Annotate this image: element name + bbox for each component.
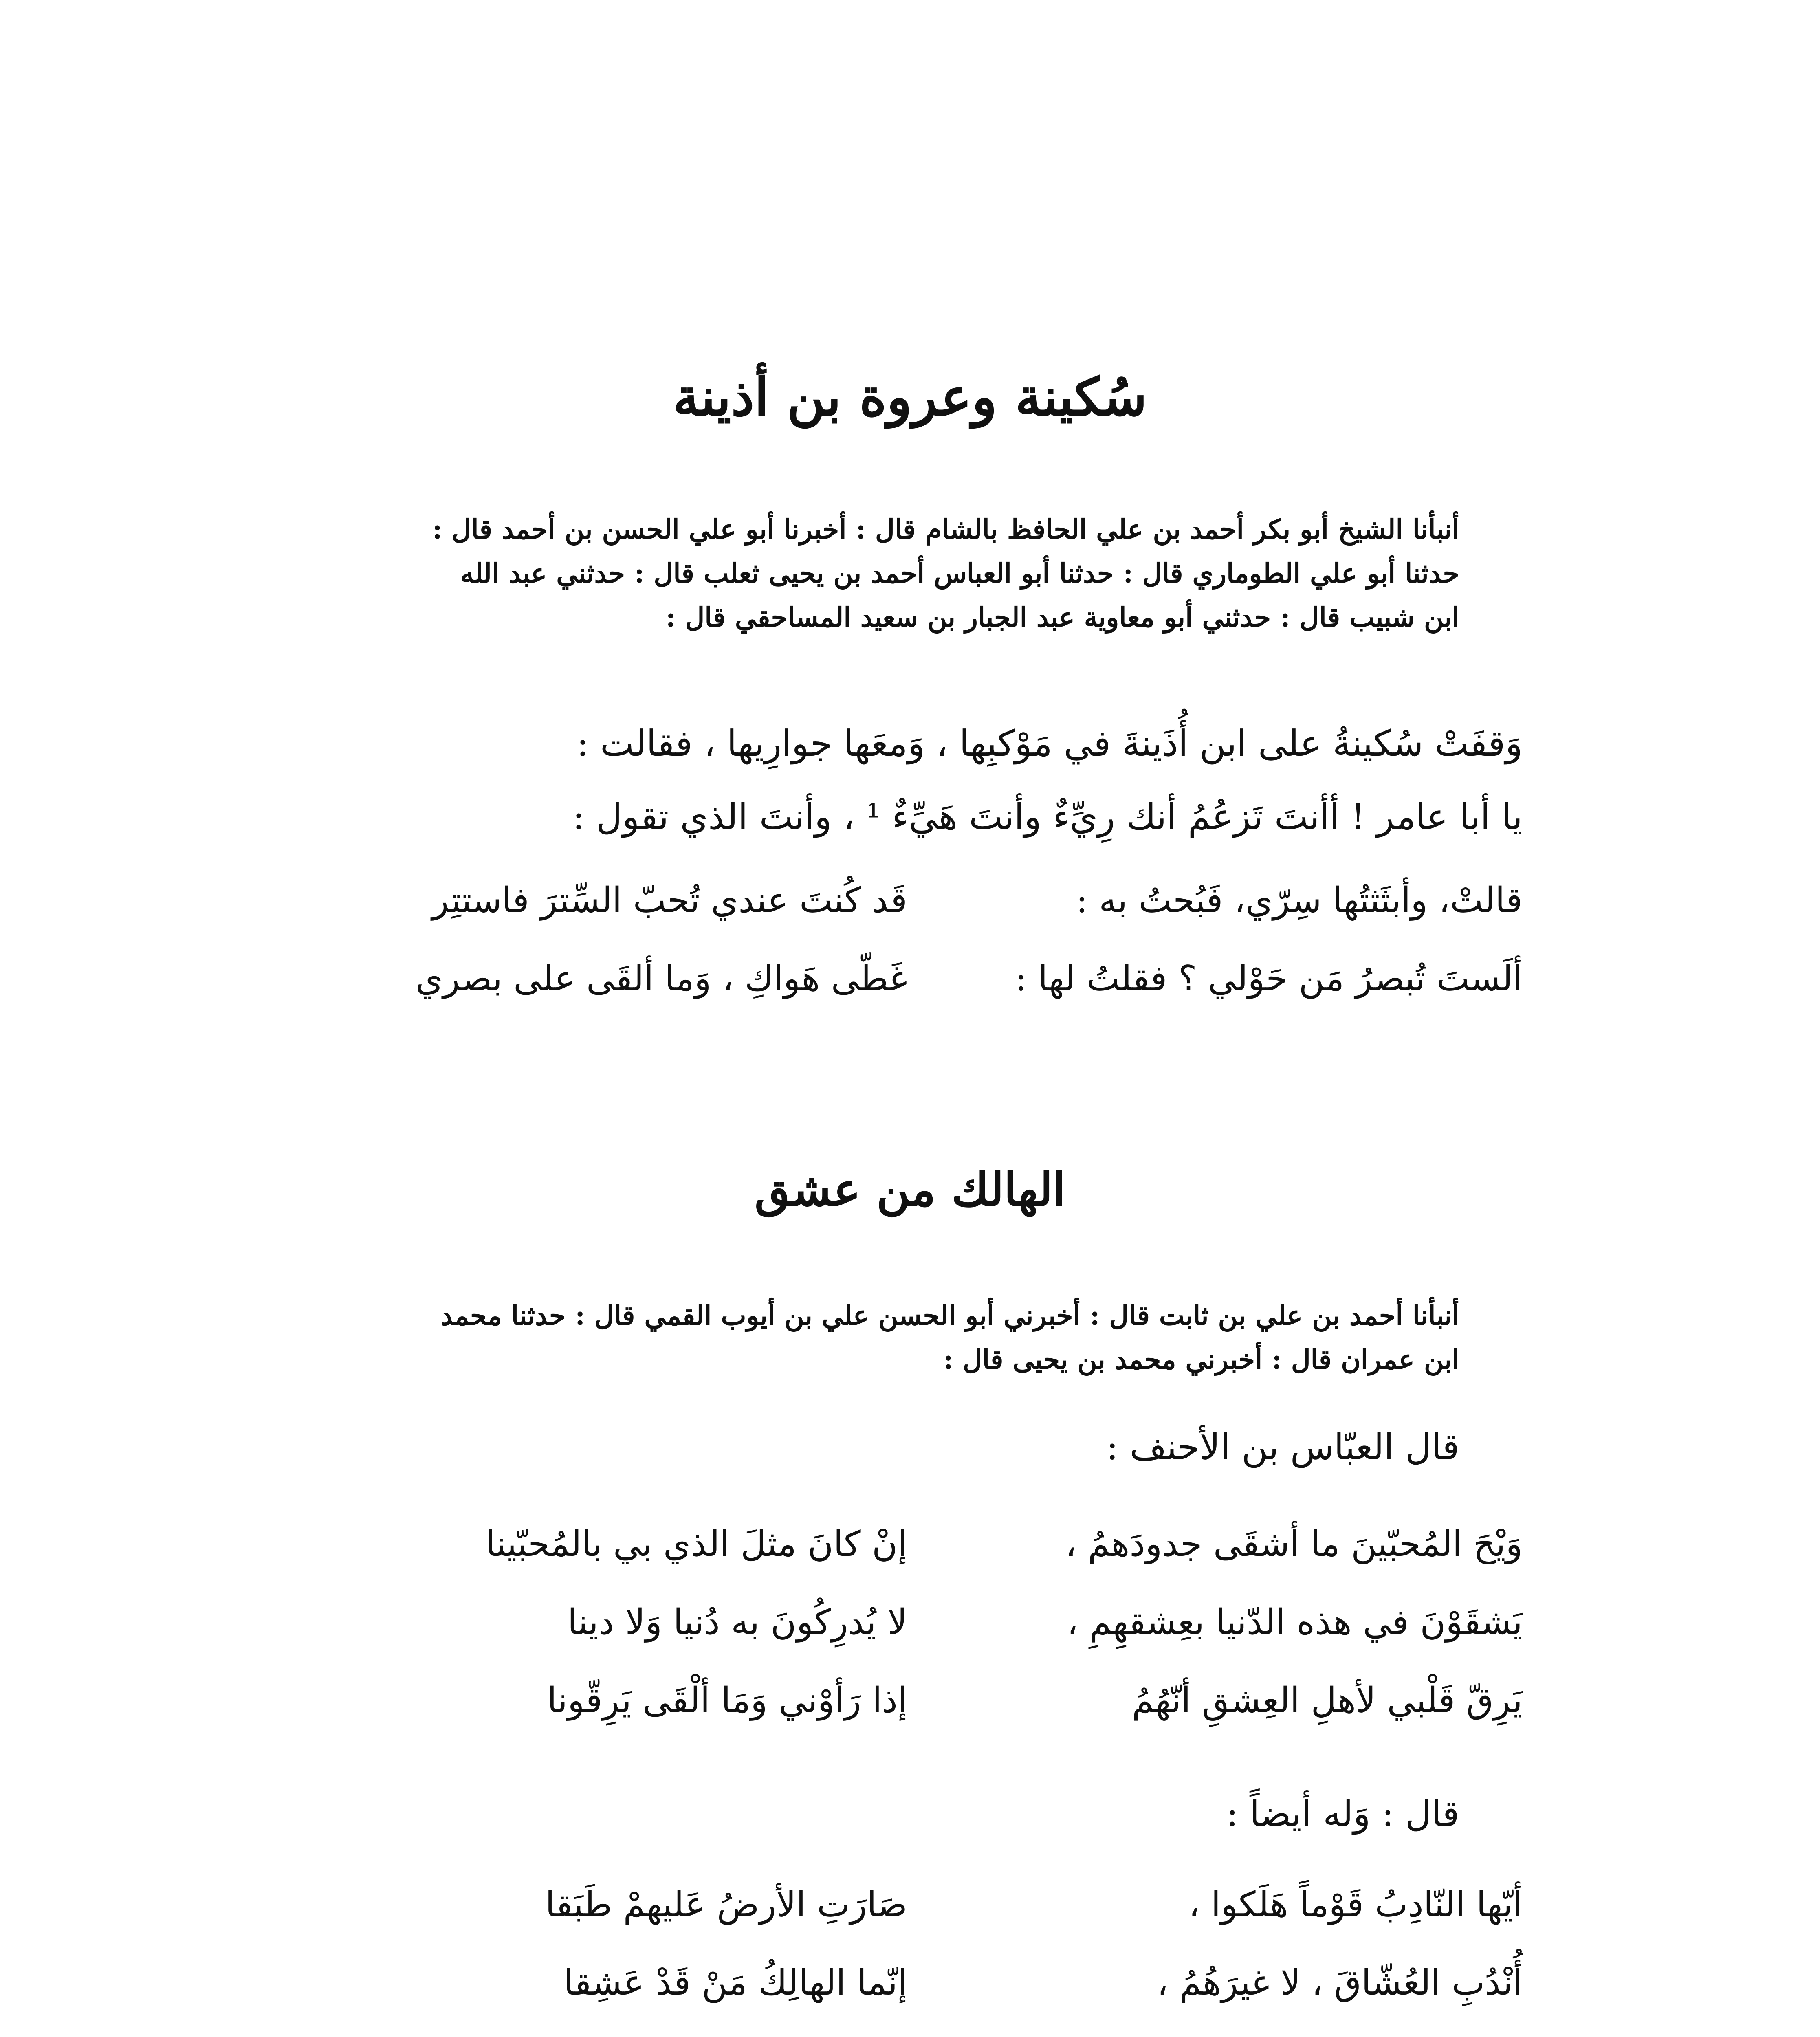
verse-second-hemistich: قَد كُنتَ عندي تُحبّ السِّترَ فاستتِر	[432, 880, 907, 921]
poem-intro-abbas: قال العبّاس بن الأحنف :	[1106, 1426, 1459, 1468]
verse-second-hemistich: وَيْحَ المُحبّينَ ما أشقَى جدودَهمُ ،	[1065, 1524, 1523, 1564]
isnad-line: ابن عمران قال : أخبرني محمد بن يحيى قال :	[943, 1344, 1459, 1375]
verse-second-hemistich: أُنْدُبِ العُشّاقَ ، لا غيرَهُمُ ،	[1157, 1962, 1523, 2003]
isnad-block-1	[298, 507, 1459, 639]
prose-line: يا أبا عامر ! أأنتَ تَزعُمُ أنك رِيِّءٌ وأنتَ هَيِّءٌ ¹ ، وأنتَ الذي تقول :	[572, 796, 1523, 838]
verse-first-hemistich: لا يُدرِكُونَ به دُنيا وَلا دينا	[567, 1602, 907, 1643]
verse-second-hemistich: أيّها النّادِبُ قَوْماً هَلَكوا ،	[1188, 1884, 1523, 1925]
isnad-line: أنبأنا أحمد بن علي بن ثابت قال : أخبرني أبو الحسن علي بن أيوب القمي قال : حدثنا محمد	[440, 1300, 1459, 1331]
verse-line	[304, 880, 1523, 958]
verse-first-hemistich: ألَستَ تُبصرُ مَن حَوْلي ؟ فقلتُ لها :	[1015, 958, 1523, 999]
verse-line	[304, 1602, 1523, 1680]
isnad-line: أنبأنا الشيخ أبو بكر أحمد بن علي الحافظ بالشام قال : أخبرنا أبو علي الحسن بن أحمد قال :	[432, 513, 1459, 545]
verse-second-hemistich: يَشقَوْنَ في هذه الدّنيا بعِشقهِمِ ،	[1067, 1602, 1523, 1643]
verse-first-hemistich: إنّما الهالِكُ مَنْ قَدْ عَشِقا	[563, 1962, 907, 2003]
verse-line	[304, 958, 1523, 1036]
isnad-block-2	[298, 1293, 1459, 1381]
section-title-sukayna: سُكينة وعروة بن أذينة	[673, 367, 1147, 428]
verse-first-hemistich: إذا رَأوْني وَمَا ألْقَى يَرِقّونا	[547, 1680, 907, 1721]
verse-line	[304, 1680, 1523, 1758]
poem-block-1	[304, 880, 1523, 1036]
poem-intro-also: قال : وَله أيضاً :	[1226, 1793, 1459, 1835]
isnad-line: ابن شبيب قال : حدثني أبو معاوية عبد الجبار بن سعيد المساحقي قال :	[666, 601, 1459, 633]
verse-line	[304, 1884, 1523, 1962]
isnad-line: حدثنا أبو علي الطوماري قال : حدثنا أبو العباس أحمد بن يحيى ثعلب قال : حدثني عبد الله	[460, 557, 1459, 589]
verse-line	[304, 1962, 1523, 2037]
verse-first-hemistich: قالتْ، وأبثَثتُها سِرّي، فَبُحتُ به :	[1076, 880, 1523, 921]
prose-line: وَقفَتْ سُكينةُ على ابن أُذَينةَ في مَوْكبِها ، وَمعَها جوارِيها ، فقالت :	[577, 722, 1523, 764]
verse-line	[304, 1524, 1523, 1602]
verse-first-hemistich: إنْ كانَ مثلَ الذي بي بالمُحبّينا	[486, 1524, 907, 1564]
poem-block-3	[304, 1884, 1523, 2037]
poem-block-2	[304, 1524, 1523, 1758]
verse-second-hemistich: غَطّى هَواكِ ، وَما ألقَى على بصري	[415, 958, 907, 999]
verse-second-hemistich: يَرِقّ قَلْبي لأهلِ العِشقِ أنّهُمُ	[1132, 1680, 1523, 1721]
verse-first-hemistich: صَارَتِ الأرضُ عَليهمْ طَبَقا	[545, 1884, 907, 1925]
section-title-halik: الهالك من عشق	[755, 1163, 1065, 1216]
prose-block-1	[300, 707, 1523, 854]
